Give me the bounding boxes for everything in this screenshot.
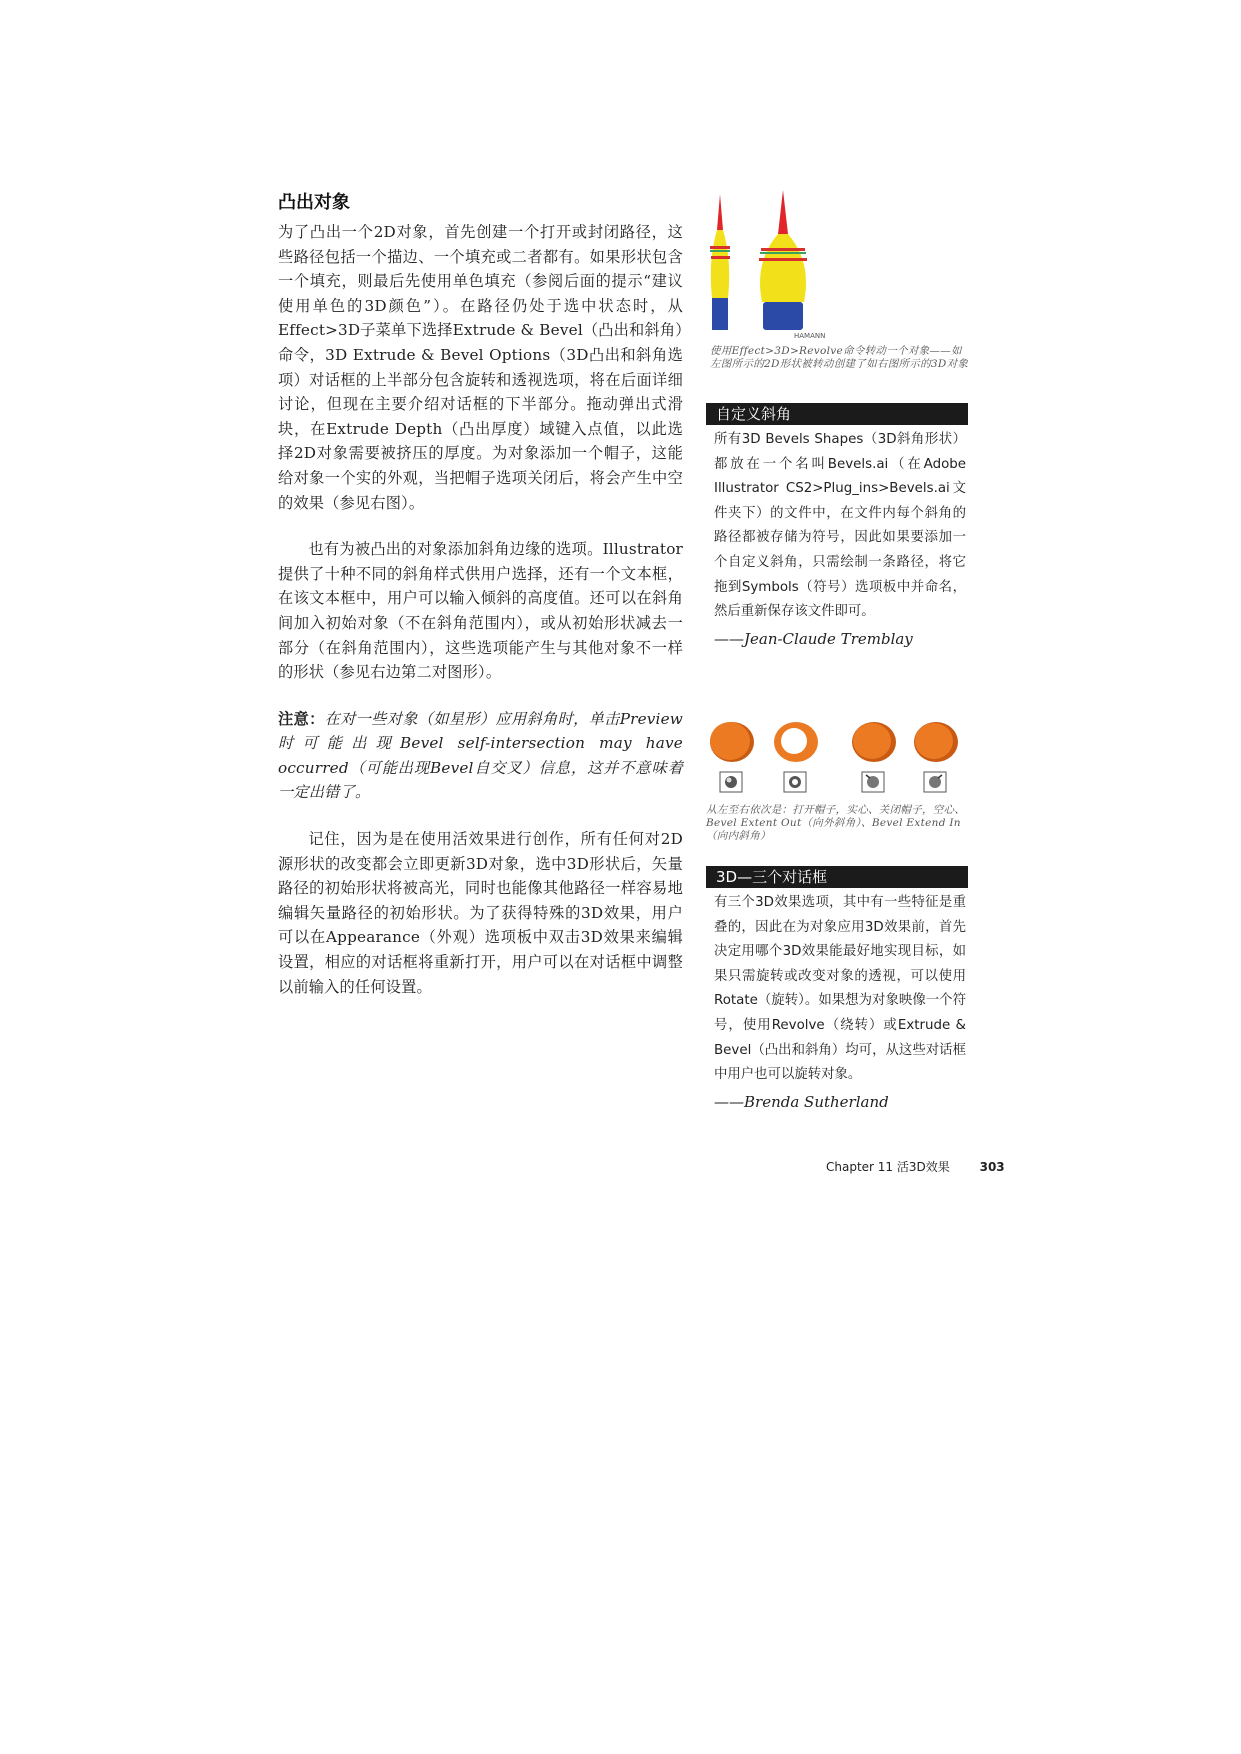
bevel-in-icon <box>924 772 946 792</box>
main-column <box>278 188 683 999</box>
paragraph-3: 记住，因为是在使用活效果进行创作，所有任何对2D源形状的改变都会立即更新3D对象，选中3D形状后，矢量路径的初始形状将被高光，同时也能像其他路径一样容易地编辑矢量路径的初始形状。为了获得特殊的3D效果，用户可以在Appearance（外观）选项板中双击3D效果来编辑设置，相应的对话框将重新打开，用户可以在对话框中调整以前输入的任何设置。 <box>278 830 683 996</box>
float-2d-stripe <box>711 256 730 259</box>
float-3d-tip <box>778 190 788 234</box>
paragraph-2: 也有为被凸出的对象添加斜角边缘的选项。Illustrator提供了十种不同的斜角样式供用户选择，还有一个文本框，在该文本框中，用户可以输入倾斜的高度值。还可以在斜角间加入初始对象（不在斜角范围内），或从初始形状减去一部分（在斜角范围内），这些选项能产生与其他对象不一样的形状（参见右边第二对图形）。 <box>278 540 683 682</box>
sidebar1-body: 所有3D Bevels Shapes（3D斜角形状）都放在一个名叫Bevels.ai（在Adobe Illustrator CS2>Plug_ins>Bevels.ai文件夹下）的文件中，在文件内每个斜角的路径都被存储为符号，因此如果要添加一个自定义斜角，只需绘制一条路径，将它拖到Symbols（符号）选项板中并命名，然后重新保存该文件即可。 <box>714 432 966 620</box>
cap-off-icon <box>784 772 806 792</box>
float-2d-stripe <box>710 250 730 252</box>
cylinder-bevel-in <box>914 722 958 762</box>
float-3d-object <box>759 190 807 330</box>
cylinder-bevel-out <box>852 722 896 762</box>
float-3d-body <box>760 234 806 302</box>
float-3d-stripe <box>761 248 805 251</box>
float-2d-tip <box>717 194 723 230</box>
float-2d-shape <box>710 194 730 330</box>
float-3d-stripe <box>760 252 806 254</box>
page-footer <box>826 1158 1005 1175</box>
paragraph-1: 为了凸出一个2D对象，首先创建一个打开或封闭路径，这些路径包括一个描边、一个填充或二者都有。如果形状包含一个填充，则最后先使用单色填充（参阅后面的提示“建议使用单色的3D颜色”）。在路径仍处于选中状态时，从Effect>3D子菜单下选择Extrude & Bevel（凸出和斜角）命令，3D Extrude & Bevel Options（3D凸出和斜角选项）对话框的上半部分包含旋转和透视选项，将在后面详细讨论，但现在主要介绍对话框的下半部分。拖动弹出式滑块，在Extrude Depth（凸出厚度）域键入点值，以此选择2D对象需要被挤压的厚度。为对象添加一个帽子，这能给对象一个实的外观，当把帽子选项关闭后，将会产生中空的效果（参见右图）。 <box>278 223 683 512</box>
cylinder-cap-on <box>710 722 754 762</box>
cap-on-icon <box>720 772 742 792</box>
page-number: 303 <box>979 1160 1005 1174</box>
float-2d-base <box>712 298 728 330</box>
section-heading: 凸出对象 <box>278 192 350 213</box>
figure-label: HAMANN <box>794 332 826 340</box>
note-text: 在对一些对象（如星形）应用斜角时，单击Preview时可能出现Bevel self-intersection may have occurred（可能出现Bevel自交叉）信息，这并不意味着一定出错了。 <box>278 709 684 802</box>
float-3d-base <box>763 302 803 330</box>
sidebar2-title: 3D—三个对话框 <box>706 866 968 888</box>
figure-extrude-cylinders <box>706 716 970 796</box>
note-paragraph <box>278 707 683 805</box>
sidebar1-body-wrap <box>714 428 966 651</box>
sidebar2-body: 有三个3D效果选项，其中有一些特征是重叠的，因此在为对象应用3D效果前，首先决定用哪个3D效果能最好地实现目标，如果只需旋转或改变对象的透视，可以使用Rotate（旋转）。如果想为对象映像一个符号，使用Revolve（绕转）或Extrude & Bevel（凸出和斜角）均可，从这些对话框中用户也可以旋转对象。 <box>714 895 966 1083</box>
sidebar1-signature: ——Jean-Claude Tremblay <box>714 629 913 648</box>
cylinder-cap-off <box>774 722 818 762</box>
chapter-label: Chapter 11 活3D效果 <box>826 1160 950 1174</box>
note-label: 注意： <box>278 709 325 728</box>
float-2d-stripe <box>710 246 730 249</box>
float-2d-body <box>711 230 729 298</box>
float-3d-stripe <box>759 258 807 261</box>
figure1-caption: 使用Effect>3D>Revolve命令转动一个对象——如左图所示的2D形状被转动创建了如右图所示的3D对象 <box>710 345 969 370</box>
sidebar1-title: 自定义斜角 <box>706 403 968 425</box>
figure2-caption: 从左至右依次是：打开帽子，实心、关闭帽子，空心、Bevel Extent Out（向外斜角）、Bevel Extend In（向内斜角） <box>706 804 966 842</box>
sidebar2-signature: ——Brenda Sutherland <box>714 1092 889 1111</box>
figure-revolve-floats <box>706 190 970 340</box>
bevel-out-icon <box>862 772 884 792</box>
sidebar2-body-wrap <box>714 891 966 1114</box>
